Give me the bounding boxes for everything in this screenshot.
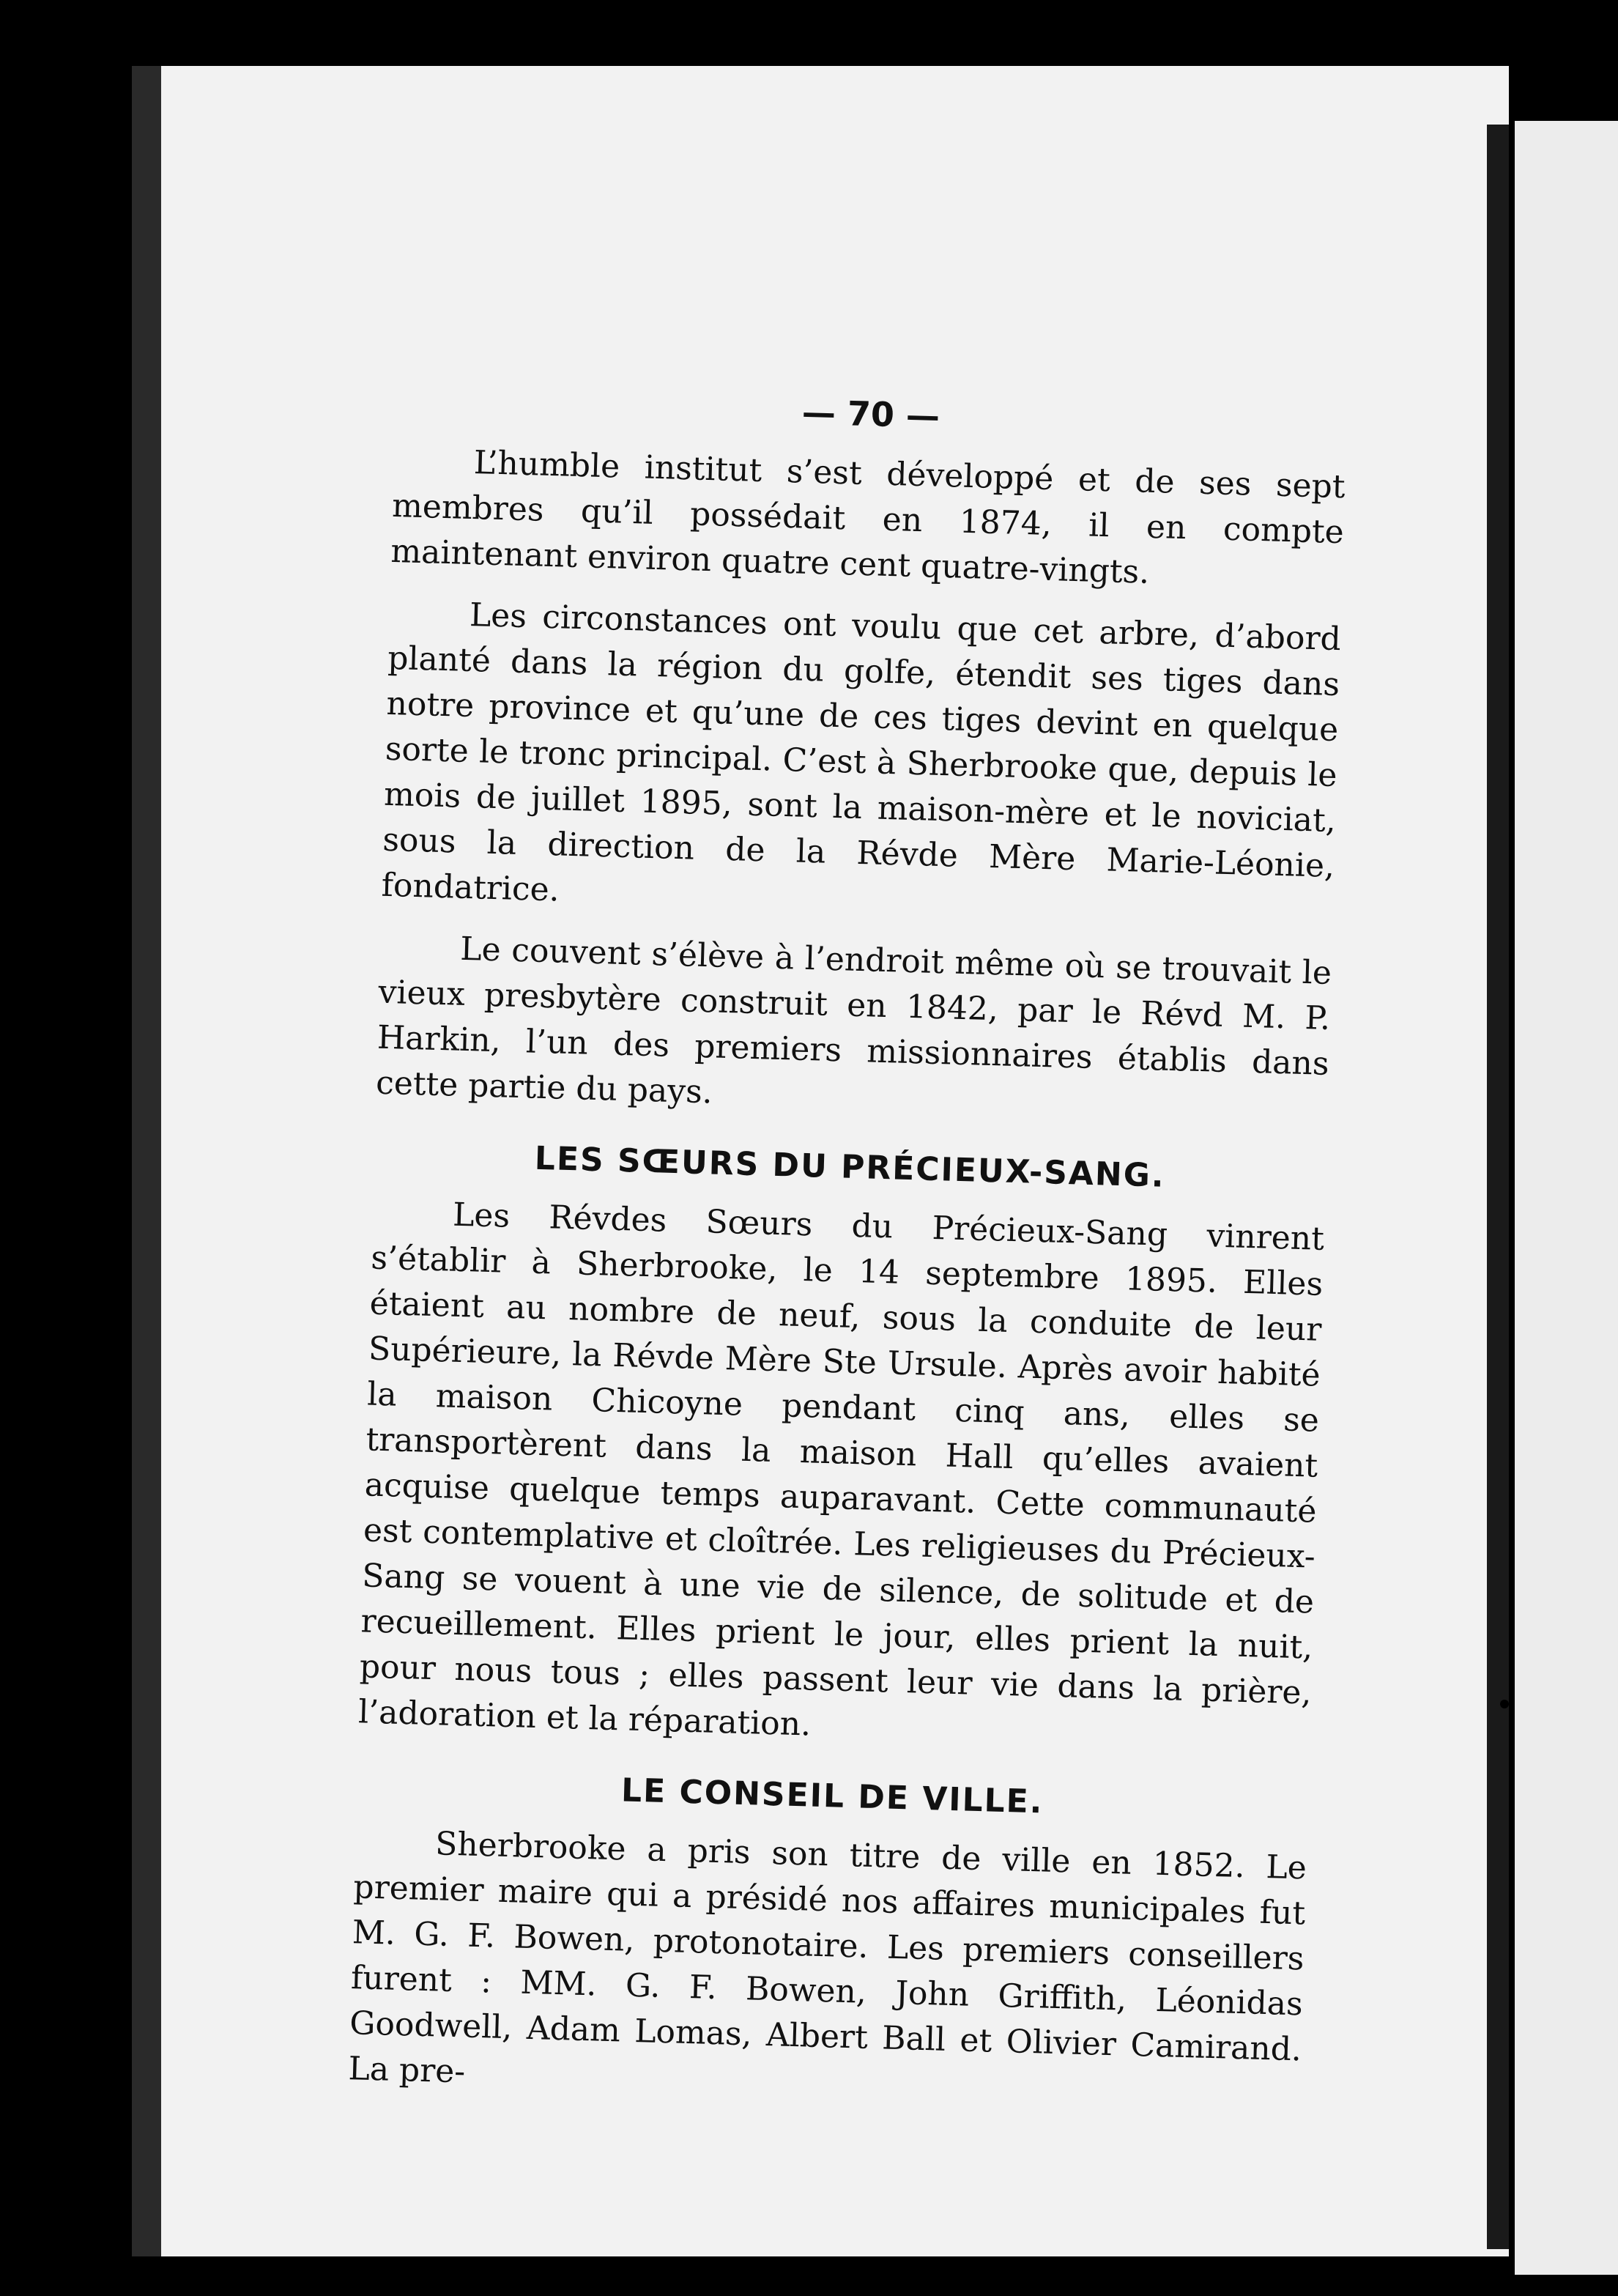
scan-speck bbox=[1500, 1700, 1509, 1708]
page-number: — 70 — bbox=[801, 392, 940, 436]
paragraph: Les circonstances ont voulu que cet arbre, d’abord planté dans la région du golfe, étendit ses tiges dans notre province et qu’une de ces tiges devint en quelque sorte le tronc principal. C’est à Sherbrooke que, depuis le mois de juillet 1895, sont la maison-mère et le noviciat, sous la direction de la Révde Mère Marie-Léonie, fondatrice. bbox=[381, 596, 1342, 909]
paragraph: Le couvent s’élève à l’endroit même où se trouvait le vieux presbytère construit en 1842, par le Révd M. P. Harkin, l’un des premiers missionnaires établis dans cette partie du pays. bbox=[375, 930, 1332, 1111]
adjacent-page bbox=[1515, 121, 1618, 2275]
section-heading: LE CONSEIL DE VILLE. bbox=[620, 1771, 1044, 1821]
section-heading: LES SŒURS DU PRÉCIEUX-SANG. bbox=[534, 1139, 1166, 1195]
page-content bbox=[347, 381, 1347, 2134]
paragraph: Sherbrooke a pris son titre de ville en 1852. Le premier maire qui a présidé nos affaires municipales fut M. G. F. Bowen, protonotaire. Les premiers conseillers furent : MM. G. F. Bowen, John Griffith, Léonidas Goodwell, Adam Lomas, Albert Ball et Olivier Camirand. La pre- bbox=[347, 1825, 1307, 2091]
paragraph: L’humble institut s’est développé et de ses sept membres qu’il possédait en 1874, il en compte maintenant environ quatre cent quatre-vingts. bbox=[390, 444, 1346, 591]
paragraph: Les Révdes Sœurs du Précieux-Sang vinrent s’établir à Sherbrooke, le 14 septembre 1895. Elles étaient au nombre de neuf, sous la conduite de leur Supérieure, la Révde Mère Ste Ursule. Après avoir habité la maison Chicoyne pendant cinq ans, elles se transportèrent dans la maison Hall qu’elles avaient acquise quelque temps auparavant. Cette communauté est contemplative et cloîtrée. Les religieuses du Précieux-Sang se vouent à une vie de silence, de solitude et de recueillement. Elles prient le jour, elles prient la nuit, pour nous tous ; elles passent leur vie dans la prière, l’adoration et la réparation. bbox=[357, 1196, 1325, 1744]
page-edge bbox=[1487, 125, 1509, 2249]
